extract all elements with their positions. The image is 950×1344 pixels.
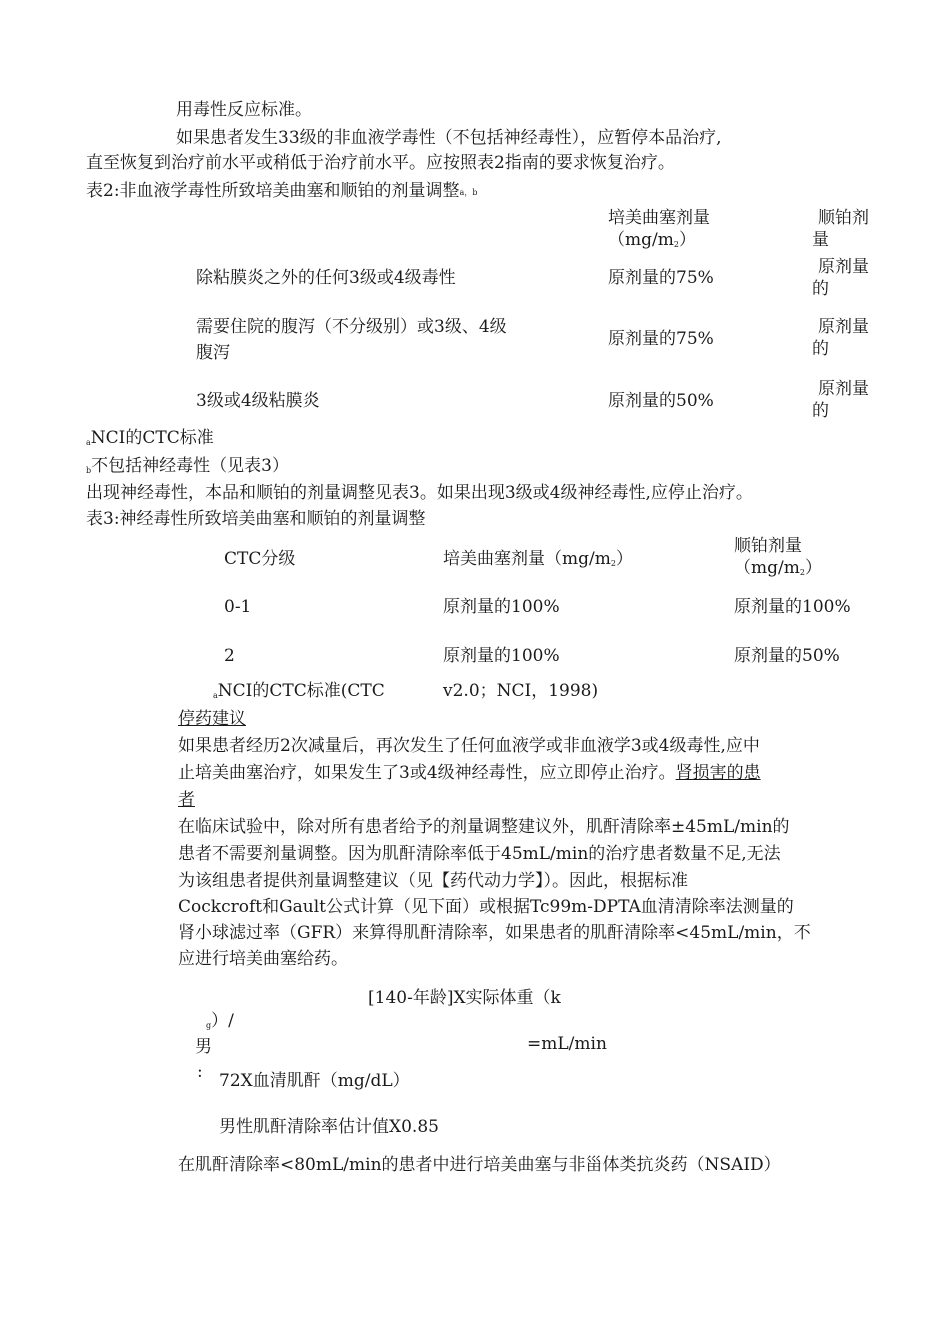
footnote-mark: b [86, 466, 92, 475]
table3-row-pem: 原剂量的100% [443, 646, 560, 666]
text-line: 用毒性反应标准。 [176, 100, 312, 120]
text-span: 止培美曲塞治疗，如果发生了3或4级神经毒性，应立即停止治疗。 [178, 763, 676, 783]
header-sub: 2 [673, 240, 679, 249]
text-line: 应进行培美曲塞给药。 [178, 949, 348, 969]
table3-row-cis: 原剂量的50% [734, 646, 840, 666]
section-heading-stop: 停药建议 [178, 709, 246, 729]
header-line: 顺铂剂量 [734, 536, 802, 556]
table2-header-cis [812, 207, 869, 251]
formula-numerator: [140-年龄]X实际体重（k [368, 988, 561, 1008]
table2-footnote-b [86, 455, 289, 480]
table3-header-grade: CTC分级 [224, 549, 296, 569]
text-line: 在临床试验中，除对所有患者给予的剂量调整建议外，肌酐清除率±45mL/min的 [178, 817, 790, 837]
table2-title [86, 180, 477, 205]
header-sub: 2 [610, 559, 616, 568]
table2-row-label: 3级或4级粘膜炎 [196, 391, 320, 411]
table2-row-pem: 原剂量的75% [608, 268, 714, 288]
text-line [178, 762, 761, 784]
table3-footnote [213, 680, 385, 705]
section-heading-renal-cont: 者 [178, 790, 195, 810]
header-unit: （mg/m [734, 558, 800, 578]
table3-footnote-cont: v2.0；NCI，1998) [443, 681, 599, 701]
section-heading-renal: 肾损害的患 [675, 763, 761, 783]
text-line: 直至恢复到治疗前水平或稍低于治疗前水平。应按照表2指南的要求恢复治疗。 [86, 153, 675, 173]
header-close: ） [804, 558, 822, 578]
header-line: 量 [812, 230, 829, 250]
table2-row-pem: 原剂量的75% [608, 329, 714, 349]
table2-row-label: 需要住院的腹泻（不分级别）或3级、4级 [196, 317, 507, 337]
table3-row-cis: 原剂量的100% [734, 597, 851, 617]
formula-text: ）/ [211, 1011, 234, 1031]
table2-row-pem: 原剂量的50% [608, 391, 714, 411]
table2-row-cis [812, 378, 869, 422]
table3-header-pem [443, 548, 633, 573]
header-line [608, 229, 710, 254]
formula-result: =mL/min [527, 1034, 607, 1054]
header-line: 顺铂剂 [818, 208, 869, 228]
cis-line: 的 [812, 401, 829, 421]
table3-row-pem: 原剂量的100% [443, 597, 560, 617]
text-line: 肾小球滤过率（GFR）来算得肌酐清除率，如果患者的肌酐清除率<45mL/min，不 [178, 923, 811, 943]
table2-row-label: 腹泻 [196, 343, 230, 363]
cis-line: 原剂量 [818, 317, 869, 337]
header-unit: （mg/m [608, 230, 674, 250]
table2-row-label: 除粘膜炎之外的任何3级或4级毒性 [196, 268, 456, 288]
text-line: 出现神经毒性，本品和顺铂的剂量调整见表3。如果出现3级或4级神经毒性,应停止治疗。 [86, 483, 753, 503]
header-close: ） [678, 230, 696, 250]
table3-title: 表3:神经毒性所致培美曲塞和顺铂的剂量调整 [86, 509, 426, 529]
text-line: 患者不需要剂量调整。因为肌酐清除率低于45mL/min的治疗患者数量不足,无法 [178, 844, 781, 864]
formula-male-label: 男 [195, 1037, 212, 1057]
table3-header-cis [734, 535, 822, 582]
header-sub: 2 [799, 568, 805, 577]
header-line [734, 557, 822, 582]
formula-colon: : [197, 1062, 203, 1082]
header-text: 培美曲塞剂量（mg/m [443, 549, 611, 569]
header-line: 培美曲塞剂量 [608, 208, 710, 228]
table2-footnote-a [86, 427, 214, 452]
text-line: 在肌酐清除率<80mL/min的患者中进行培美曲塞与非甾体类抗炎药（NSAID） [178, 1155, 781, 1175]
formula-numerator-cont [206, 1010, 234, 1035]
footnote-mark: a [86, 438, 91, 447]
header-close: ） [615, 549, 633, 569]
text-line: Cockcroft和Gault公式计算（见下面）或根据Tc99m-DPTA血清清除率法测量的 [178, 897, 794, 917]
cis-line: 原剂量 [818, 257, 869, 277]
table2-header-pem [608, 207, 710, 254]
formula-female: 男性肌酐清除率估计值X0.85 [219, 1117, 439, 1137]
text-line: 如果患者经历2次减量后，再次发生了任何血液学或非血液学3或4级毒性,应中 [178, 736, 760, 756]
formula-denominator: 72X血清肌酐（mg/dL） [219, 1071, 410, 1091]
cis-line: 原剂量 [818, 379, 869, 399]
table3-row-grade: 2 [224, 646, 235, 666]
table2-title-sup: a，b [459, 188, 478, 197]
text-line: 为该组患者提供剂量调整建议（见【药代动力学】）。因此，根据标准 [178, 871, 688, 891]
footnote-text: NCI的CTC标准 [90, 428, 214, 448]
table3-row-grade: 0-1 [224, 597, 252, 617]
table2-title-text: 表2:非血液学毒性所致培美曲塞和顺铂的剂量调整 [86, 181, 460, 201]
table2-row-cis [812, 256, 869, 300]
text-line: 如果患者发生33级的非血液学毒性（不包括神经毒性），应暂停本品治疗, [176, 128, 722, 148]
formula-sub: g [206, 1021, 212, 1030]
cis-line: 的 [812, 339, 829, 359]
footnote-mark: a [213, 691, 218, 700]
footnote-text: 不包括神经毒性（见表3） [91, 456, 289, 476]
footnote-text: NCI的CTC标准(CTC [217, 681, 385, 701]
cis-line: 的 [812, 279, 829, 299]
table2-row-cis [812, 316, 869, 360]
